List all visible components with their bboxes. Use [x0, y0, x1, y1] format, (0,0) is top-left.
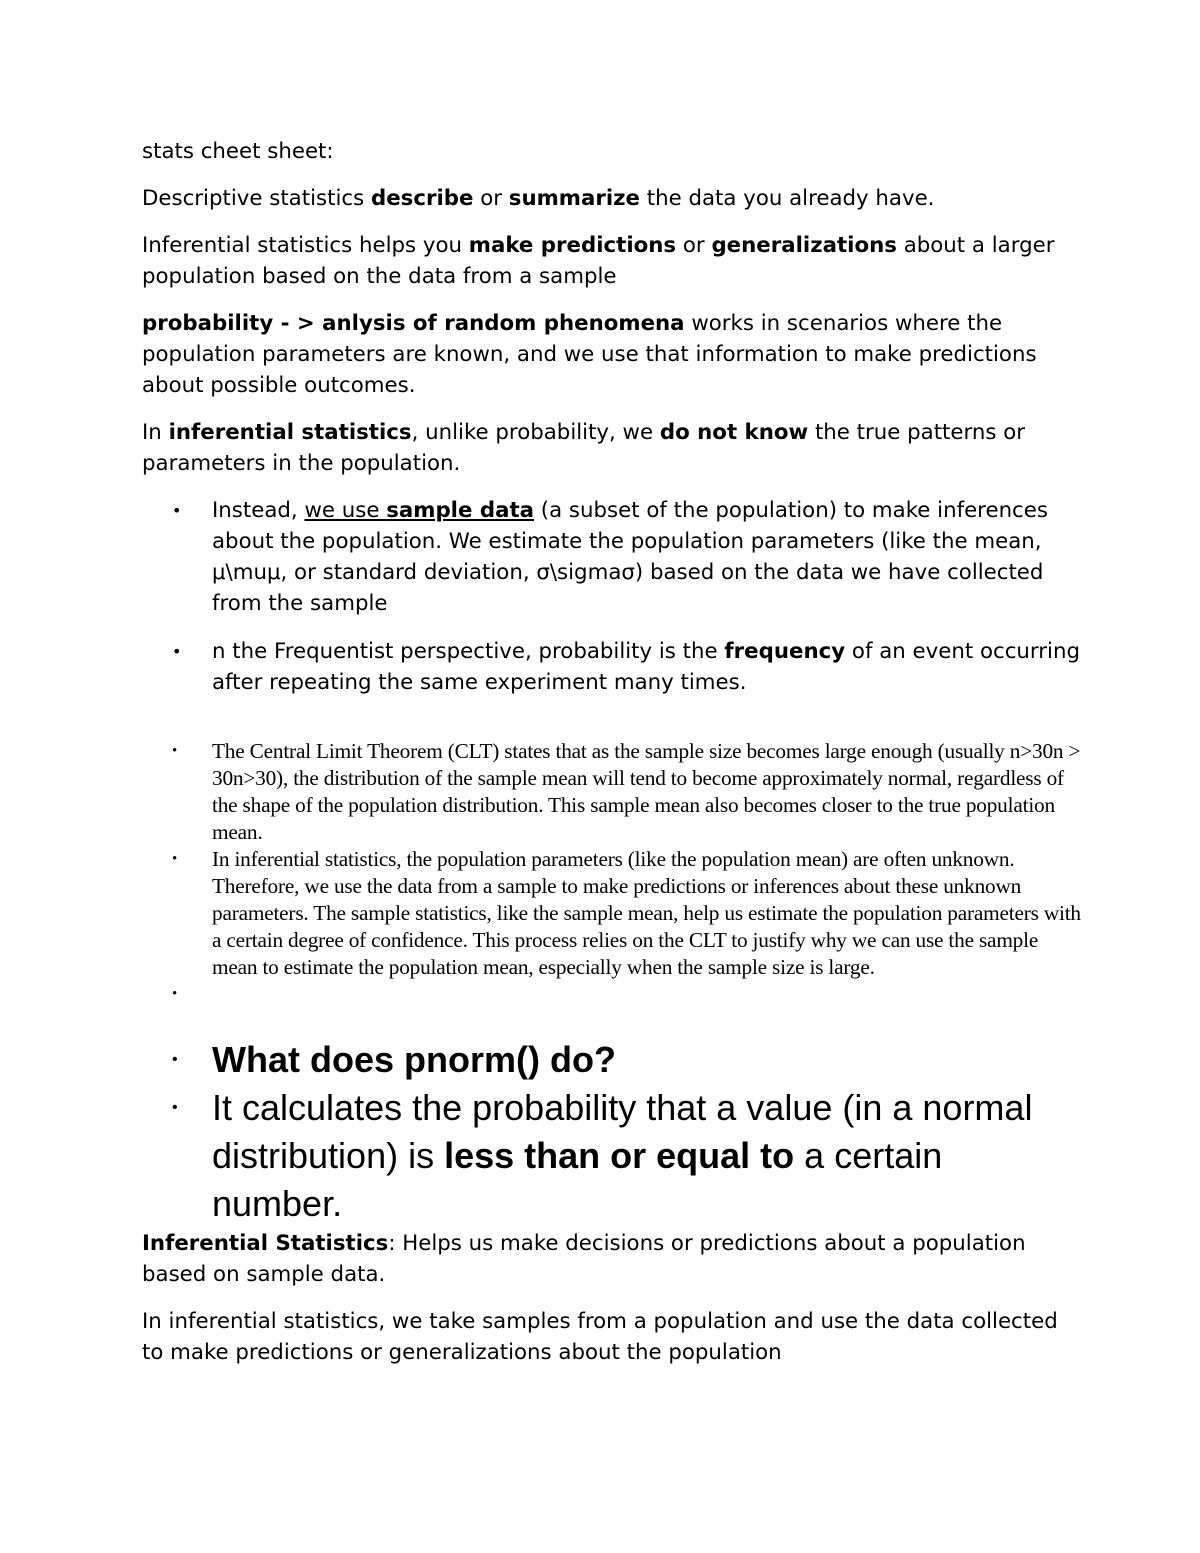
bullet-icon: •	[172, 642, 182, 661]
text: works in scenarios where the population parameters are known, and we use that information to make predictions about possible outcomes.	[142, 311, 1037, 398]
heading-pnorm: What does pnorm() do?	[212, 1039, 616, 1080]
text: about a larger population based on the data from a sample	[142, 233, 1055, 289]
list-item	[142, 636, 1082, 698]
text: Instead,	[212, 498, 305, 523]
list-item	[142, 1036, 1082, 1084]
text: the true patterns or parameters in the population.	[142, 420, 1026, 476]
text: It calculates the probability that a value (in a normal distribution) is	[212, 1087, 1033, 1176]
bullet-list-clt	[142, 738, 1082, 1008]
bold-text: summarize	[508, 186, 640, 211]
bullet-icon: •	[172, 986, 178, 1002]
bullet-icon: •	[172, 1051, 178, 1068]
text: Descriptive statistics	[142, 186, 371, 211]
bold-text: less than or equal to	[444, 1135, 795, 1176]
bullet-icon: •	[172, 501, 182, 520]
paragraph-unlike-probability	[142, 417, 1082, 479]
text: , unlike probability, we	[411, 420, 660, 445]
text: n the Frequentist perspective, probability is the	[212, 639, 725, 664]
bold-text: Inferential Statistics	[142, 1231, 389, 1256]
list-item	[142, 846, 1082, 981]
text: or	[676, 233, 712, 258]
bullet-icon: •	[172, 743, 178, 759]
text: : Helps us make decisions or predictions about a population based on sample data.	[142, 1231, 1026, 1287]
bold-text: frequency	[724, 639, 846, 664]
underlined-text	[304, 498, 534, 523]
bold-text: describe	[370, 186, 474, 211]
bold-text: make predictions	[468, 233, 677, 258]
text: a certain number.	[212, 1135, 943, 1224]
text: of an event occurring after repeating the same experiment many times.	[212, 639, 1080, 695]
text: or	[473, 186, 509, 211]
bold-text: do not know	[659, 420, 809, 445]
text: Inferential statistics helps you	[142, 233, 469, 258]
list-item	[142, 1084, 1082, 1228]
bold-text: generalizations	[711, 233, 897, 258]
bullet-list-sample-data	[142, 495, 1082, 698]
bullet-icon: •	[172, 851, 178, 867]
paragraph-probability	[142, 308, 1082, 401]
paragraph-inferential-statistics	[142, 230, 1082, 292]
list-item	[142, 981, 1082, 1008]
document-page	[142, 136, 1082, 1368]
bullet-icon: •	[172, 1099, 178, 1116]
bold-text: inferential statistics	[168, 420, 412, 445]
bold-text: probability - > anlysis of random phenomena	[142, 311, 685, 336]
paragraph-inferential-statistics-definition	[142, 1228, 1082, 1290]
text: (a subset of the population) to make inferences about the population. We estimate the population parameters (like the mean, μ\muμ, or standard deviation, σ\sigmaσ) based on the data we have collected from the sample	[212, 498, 1048, 616]
text: In	[142, 420, 169, 445]
paragraph-samples: In inferential statistics, we take samples from a population and use the data collected to make predictions or generalizations about the population	[142, 1309, 1058, 1365]
list-item	[142, 495, 1082, 619]
text: The Central Limit Theorem (CLT) states that as the sample size becomes large enough (usually n>30n > 30n>30), the distribution of the sample mean will tend to become approximately normal, regardless of the shape of the population distribution. This sample mean also becomes closer to the true population mean.	[212, 739, 1081, 844]
paragraph-descriptive-statistics	[142, 183, 1082, 214]
document-title: stats cheet sheet:	[142, 139, 334, 164]
bold-text: sample data	[386, 498, 535, 523]
list-item	[142, 738, 1082, 846]
text: In inferential statistics, the population parameters (like the population mean) are often unknown. Therefore, we use the data from a sample to make predictions or inferences about these unknown parameters. The sample statistics, like the sample mean, help us estimate the population parameters with a certain degree of confidence. This process relies on the CLT to justify why we can use the sample mean to estimate the population mean, especially when the sample size is large.	[212, 847, 1081, 979]
bullet-list-pnorm	[142, 1036, 1082, 1228]
text: we use	[304, 498, 387, 523]
text: the data you already have.	[640, 186, 935, 211]
